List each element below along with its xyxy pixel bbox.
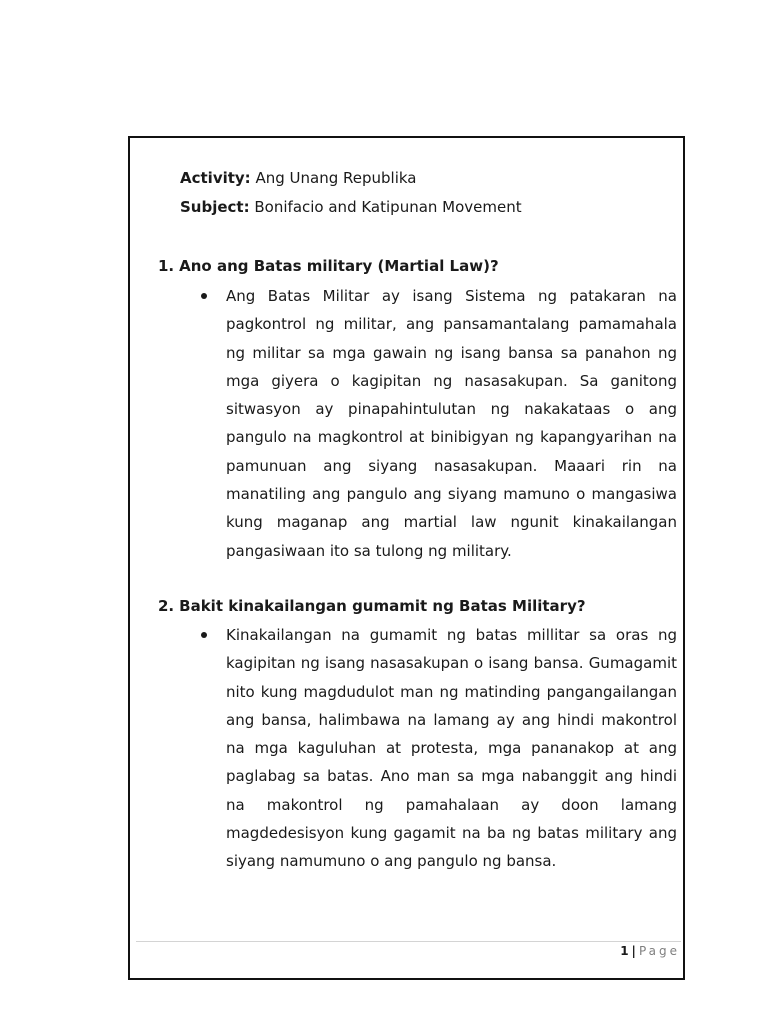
footer-separator: | xyxy=(631,944,636,958)
footer-divider xyxy=(136,941,681,942)
subject-label: Subject: xyxy=(180,198,250,216)
bullet-icon xyxy=(201,293,207,299)
question-2-heading xyxy=(158,597,586,615)
activity-label: Activity: xyxy=(180,169,251,187)
activity-line xyxy=(180,169,416,187)
question-2-text: Bakit kinakailangan gumamit ng Batas Military? xyxy=(179,597,586,615)
subject-line xyxy=(180,198,522,216)
activity-value: Ang Unang Republika xyxy=(255,169,417,187)
question-1-text: Ano ang Batas military (Martial Law)? xyxy=(179,257,499,275)
subject-value: Bonifacio and Katipunan Movement xyxy=(254,198,522,216)
page-footer xyxy=(620,943,680,959)
question-1-heading xyxy=(158,257,499,275)
bullet-icon xyxy=(201,632,207,638)
question-1-number: 1. xyxy=(158,257,175,275)
page-number: 1 xyxy=(620,944,629,958)
page-word: Page xyxy=(638,944,680,958)
question-1-answer: Ang Batas Militar ay isang Sistema ng patakaran na pagkontrol ng militar, ang pansamantalang pamamahala ng militar sa mga gawain ng isang bansa sa panahon ng mga giyera o kagipitan ng nasasakupan. Sa ganitong sitwasyon ay pinapahintulutan ng nakakataas o ang pangulo na magkontrol at binibigyan ng kapangyarihan na pamunuan ang siyang nasasakupan. Maaari rin na manatiling ang pangulo ang siyang mamuno o mangasiwa kung maganap ang martial law ngunit kinakailangan pangasiwaan ito sa tulong ng military. xyxy=(226,287,677,560)
question-2-answer: Kinakailangan na gumamit ng batas millitar sa oras ng kagipitan ng isang nasasakupan o isang bansa. Gumagamit nito kung magdudulot man ng matinding pangangailangan ang bansa, halimbawa na lamang ay ang hindi makontrol na mga kaguluhan at protesta, mga pananakop at ang paglabag sa batas. Ano man sa mga nabanggit ang hindi na makontrol ng pamahalaan ay doon lamang magdedesisyon kung gagamit na ba ng batas military ang siyang namumuno o ang pangulo ng bansa. xyxy=(226,626,677,871)
question-2-number: 2. xyxy=(158,597,175,615)
